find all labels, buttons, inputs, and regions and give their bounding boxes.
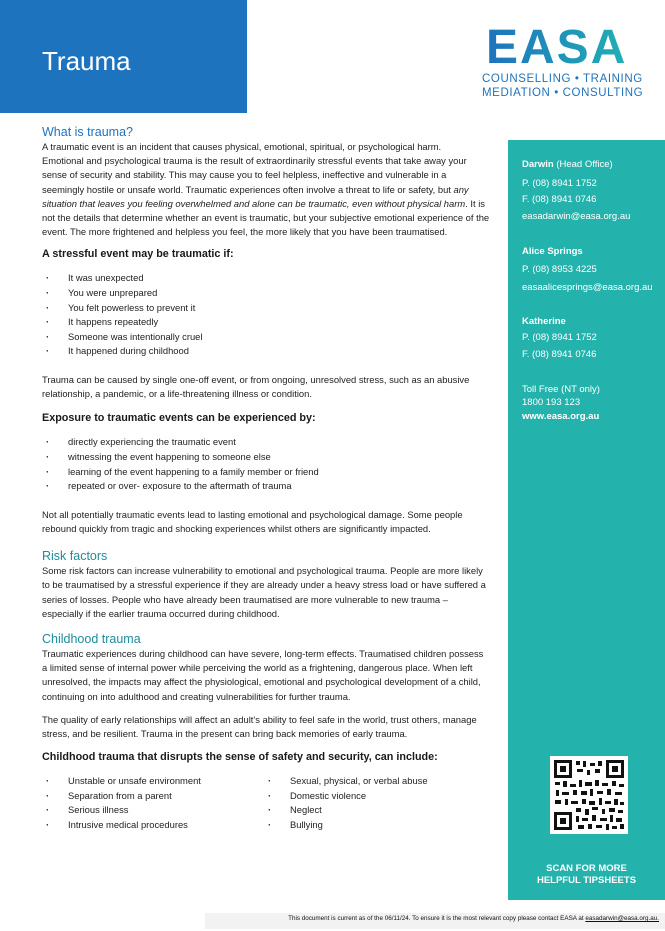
- darwin-note: (Head Office): [556, 159, 613, 170]
- logo-word: EASA: [486, 24, 636, 72]
- list-item: · Serious illness: [42, 803, 264, 818]
- katherine-fax: F. (08) 8941 0746: [522, 349, 597, 360]
- what-p2-start: Emotional and psychological trauma is the result of extraordinarily stressful events that take away your sense of security and stability. This may cause you to feel helpless, ineffective and vulnerable in a seemingly hostile or unsafe world. Traumatic experiences often involve a threat to life or safety, but: [42, 155, 467, 195]
- list-item: · It was unexpected: [42, 271, 490, 286]
- contact-sidebar: [508, 140, 665, 900]
- easa-logo: [482, 21, 644, 100]
- alice-name: Alice Springs: [522, 246, 583, 257]
- list-item: · Domestic violence: [264, 789, 486, 804]
- list-item: · You felt powerless to prevent it: [42, 301, 490, 316]
- scan-line-2: HELPFUL TIPSHEETS: [536, 875, 637, 886]
- what-heading: What is trauma?: [42, 125, 134, 139]
- list-item: · Unstable or unsafe environment: [42, 774, 264, 789]
- alice-phone: P. (08) 8953 4225: [522, 264, 597, 275]
- list-item: · Someone was intentionally cruel: [42, 330, 490, 345]
- darwin-email[interactable]: easadarwin@easa.org.au: [522, 211, 631, 222]
- list-item: · You were unprepared: [42, 286, 490, 301]
- list-item: · witnessing the event happening to someone else: [42, 450, 490, 465]
- logo-tagline-2: MEDIATION • CONSULTING: [482, 87, 644, 99]
- list-item: · It happens repeatedly: [42, 315, 490, 330]
- list-item: · Bullying: [264, 818, 486, 833]
- katherine-phone: P. (08) 8941 1752: [522, 332, 597, 343]
- list-item: · directly experiencing the traumatic event: [42, 435, 490, 450]
- qr-code-graphic: [552, 758, 626, 832]
- list-item: · Intrusive medical procedures: [42, 818, 264, 833]
- disrupt-heading: Childhood trauma that disrupts the sense of safety and security, can include:: [42, 751, 438, 764]
- list-item: · Sexual, physical, or verbal abuse: [264, 774, 486, 789]
- darwin-fax: F. (08) 8941 0746: [522, 194, 597, 205]
- not-all-paragraph: Not all potentially traumatic events lead to lasting emotional and psychological damage. Some people rebound quickly from tragic and shocking experiences whilst others are significantly impacted.: [42, 508, 463, 534]
- stressful-heading: A stressful event may be traumatic if:: [42, 248, 234, 261]
- list-item: · It happened during childhood: [42, 344, 490, 359]
- scan-line-1: SCAN FOR MORE: [546, 863, 627, 874]
- what-paragraph-1: A traumatic event is an incident that causes physical, emotional, spiritual, or psychological harm.: [42, 141, 442, 152]
- what-p2-end: . It is not the details that determine whether an event is traumatic, but your subjective emotional experience of the event. The more frightened and helpless you feel, the more likely that you have been traumatised.: [42, 197, 490, 238]
- footer-email-link[interactable]: easadarwin@easa.org.au.: [585, 915, 659, 922]
- scan-caption: [508, 863, 665, 887]
- exposure-heading: Exposure to traumatic events can be experienced by:: [42, 412, 316, 425]
- website-link[interactable]: www.easa.org.au: [522, 411, 600, 422]
- tollfree-label: Toll Free (NT only): [522, 384, 600, 395]
- alice-email[interactable]: easaalicesprings@easa.org.au: [522, 282, 653, 293]
- alice-heading: [522, 246, 583, 257]
- risk-heading: Risk factors: [42, 549, 108, 564]
- what-p2-italic: any situation that leaves you feeling overwhelmed and alone can be traumatic, even without physical harm: [42, 183, 469, 209]
- main-content: [42, 124, 490, 833]
- childhood-heading: Childhood trauma: [42, 631, 141, 646]
- katherine-name: Katherine: [522, 316, 566, 327]
- what-paragraph-2: [42, 154, 490, 239]
- katherine-heading: [522, 316, 566, 327]
- footer: [0, 911, 665, 931]
- darwin-name: Darwin: [522, 159, 554, 170]
- childhood-paragraph-1: Traumatic experiences during childhood can have severe, long-term effects. Traumatised children possess a limited sense of internal power while perceiving the world as a frightening, dangerous place. When left unresolved, the impacts may affect the physiological, emotional and psychological development of a child, continuing on into adulthood and creating vulnerabilities for further trauma.: [42, 647, 484, 702]
- footer-currency-note: This document is current as of the 06/11/24. To ensure it is the most relevant copy please contact EASA at: [288, 915, 584, 922]
- risk-paragraph: Some risk factors can increase vulnerability to emotional and psychological trauma. People are more likely to be traumatised by a stressful experience if they are already under a heavy stress load or have suffered a series of losses. People who have already been traumatised are more vulnerable to new trauma – especially if the earlier trauma occurred during childhood.: [42, 565, 486, 619]
- darwin-heading: [522, 159, 613, 170]
- disrupt-list-left: [42, 774, 264, 832]
- list-item: · Neglect: [264, 803, 486, 818]
- page-title: Trauma: [42, 46, 131, 76]
- list-item: · learning of the event happening to a family member or friend: [42, 465, 490, 480]
- darwin-phone: P. (08) 8941 1752: [522, 178, 597, 189]
- stressful-list: [42, 271, 490, 359]
- logo-tagline-1: COUNSELLING • TRAINING: [482, 73, 643, 85]
- cause-paragraph: Trauma can be caused by single one-off event, or from ongoing, unresolved stress, such as an abusive relationship, a pandemic, or a life-threatening illness or condition.: [42, 373, 470, 400]
- disrupt-list-right: [264, 774, 486, 832]
- exposure-list: [42, 435, 490, 493]
- footer-text: [288, 915, 659, 922]
- disrupt-lists: [42, 774, 490, 832]
- qr-code-icon[interactable]: [550, 756, 628, 834]
- childhood-paragraph-2: The quality of early relationships will affect an adult's ability to feel safe in the world, trust others, manage stress, and be resilient. Trauma in the present can bring back memories of early trauma.: [42, 713, 477, 739]
- tollfree-number: 1800 193 123: [522, 397, 581, 408]
- list-item: · Separation from a parent: [42, 789, 264, 804]
- list-item: · repeated or over- exposure to the aftermath of trauma: [42, 479, 490, 494]
